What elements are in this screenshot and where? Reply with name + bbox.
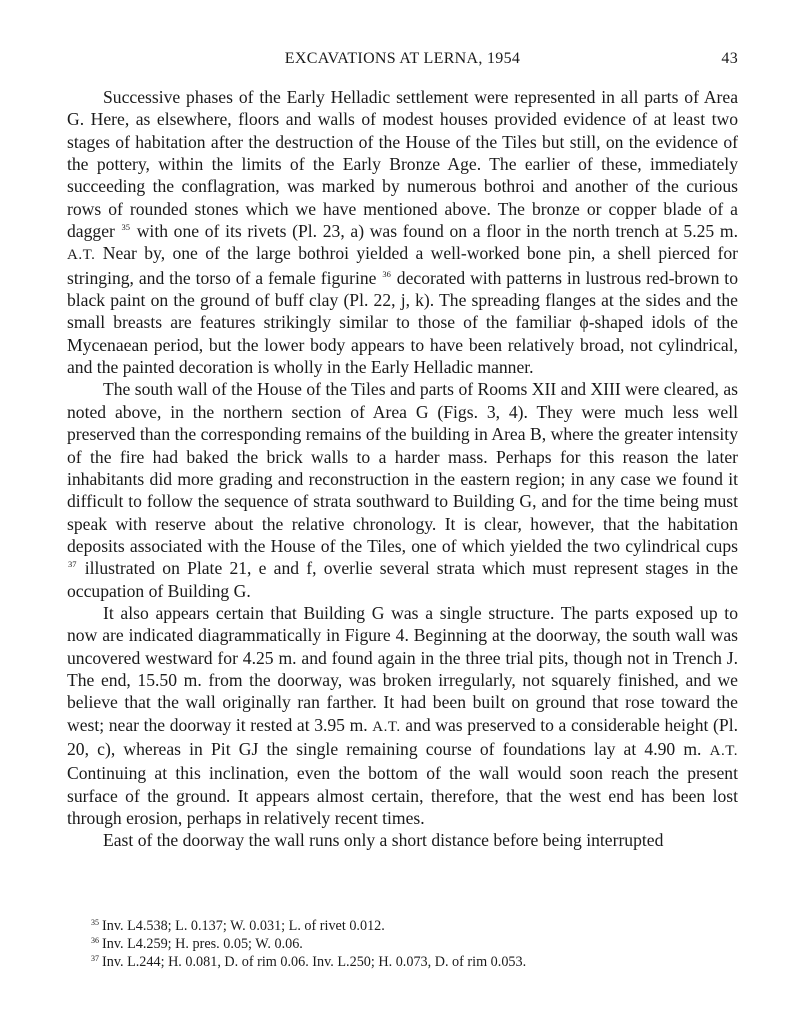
footnote-text: Inv. L4.538; L. 0.137; W. 0.031; L. of rivet 0.012. bbox=[102, 918, 385, 934]
footnote-number: 36 bbox=[91, 936, 99, 945]
footnote-ref-37[interactable]: 37 bbox=[68, 559, 77, 570]
paragraph-4 bbox=[67, 829, 738, 851]
text-run: and was preserved to a considerable height (Pl. 20, c), whereas in Pit GJ the single remaining course of foundations lay at 4.90 m. bbox=[67, 714, 738, 759]
running-header bbox=[67, 50, 738, 76]
abbrev-at: A.T. bbox=[709, 742, 738, 759]
abbrev-at: A.T. bbox=[372, 718, 401, 735]
page-number: 43 bbox=[721, 50, 738, 67]
footnote-text: Inv. L.244; H. 0.081, D. of rim 0.06. Inv. L.250; H. 0.073, D. of rim 0.053. bbox=[102, 954, 527, 970]
text-run: Near by, one of the large bothroi yielded a well-worked bone pin, a shell pierced for stringing, and the torso of a female figurine bbox=[67, 243, 738, 288]
text-run: East of the doorway the wall runs only a short distance before being interrupted bbox=[103, 830, 664, 851]
footnote-ref-35[interactable]: 35 bbox=[121, 222, 131, 233]
text-run: Successive phases of the Early Helladic settlement were represented in all parts of Area G. Here, as elsewhere, floors and walls of modest houses provided evidence of at least two stages of habitation after the destruction of the House of the Tiles but still, on the evidence of the pottery, within the limits of the Early Bronze Age. The earlier of these, immediately succeeding the conflagration, was marked by numerous bothroi and another of the curious rows of rounded stones which we have mentioned above. The bronze or copper blade of a dagger bbox=[67, 87, 738, 242]
footnote bbox=[91, 935, 741, 953]
running-title: EXCAVATIONS AT LERNA, 1954 bbox=[284, 50, 521, 67]
paragraph-2 bbox=[67, 378, 738, 601]
footnote-text: Inv. L4.259; H. pres. 0.05; W. 0.06. bbox=[102, 936, 303, 952]
footnote-number: 37 bbox=[91, 954, 99, 963]
footnote bbox=[91, 953, 741, 971]
footnote-ref-36[interactable]: 36 bbox=[382, 268, 391, 279]
paragraph-3 bbox=[67, 602, 738, 829]
paragraph-1 bbox=[67, 86, 738, 378]
text-run: decorated with patterns in lustrous red-brown to black paint on the ground of buff clay (Pl. 22, j, k). The spreading flanges at the sides and the small breasts are features strikingly similar to those of the familiar ϕ-shaped idols of the Mycenaean period, but the lower body appears to have been relatively broad, not cylindrical, and the painted decoration is wholly in the Early Helladic manner. bbox=[67, 267, 738, 378]
text-run: with one of its rivets (Pl. 23, a) was found on a floor in the north trench at 5.25 m. bbox=[136, 221, 738, 242]
body-text bbox=[67, 86, 738, 852]
footnote bbox=[91, 917, 741, 935]
footnote-number: 35 bbox=[91, 918, 99, 927]
text-run: illustrated on Plate 21, e and f, overlie several strata which must represent stages in the occupation of Building G. bbox=[67, 558, 738, 601]
text-run: Continuing at this inclination, even the bottom of the wall would soon reach the present surface of the ground. It appears almost certain, therefore, that the west end has been lost through erosion, perhaps in relatively recent times. bbox=[67, 763, 738, 828]
text-run: It also appears certain that Building G was a single structure. The parts exposed up to now are indicated diagrammatically in Figure 4. Beginning at the doorway, the south wall was uncovered westward for 4.25 m. and found again in the three trial pits, though not in Trench J. The end, 15.50 m. from the doorway, was broken irregularly, not squarely finished, and we believe that the wall originally ran farther. It had been built on ground that rose toward the west; near the doorway it rested at 3.95 m. bbox=[67, 602, 738, 735]
abbrev-at: A.T. bbox=[67, 247, 96, 264]
footnotes bbox=[91, 917, 741, 971]
text-run: The south wall of the House of the Tiles and parts of Rooms XII and XIII were cleared, as noted above, in the northern section of Area G (Figs. 3, 4). They were much less well preserved than the corresponding remains of the building in Area B, where the greater intensity of the fire had baked the brick walls to a harder mass. Perhaps for this reason the later inhabitants did more grading and reconstruction in the eastern region; in any case we found it difficult to follow the sequence of strata southward to Building G, and for the time being must speak with reserve about the relative chronology. It is clear, however, that the habitation deposits associated with the House of the Tiles, one of which yielded the two cylindrical cups bbox=[67, 379, 738, 556]
